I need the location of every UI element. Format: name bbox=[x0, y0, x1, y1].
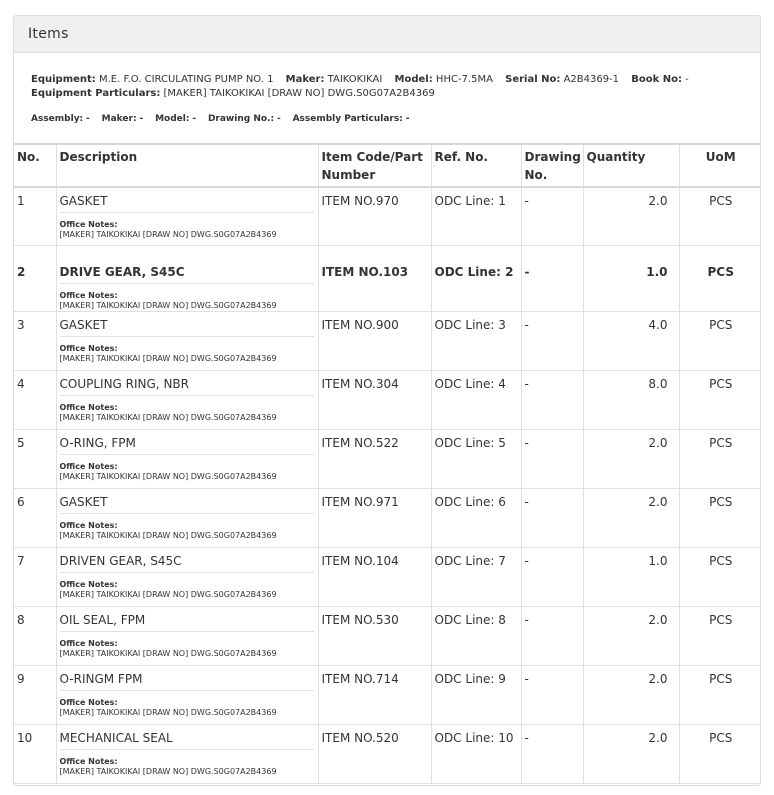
table-row[interactable] bbox=[14, 187, 761, 245]
assembly-model-value: - bbox=[192, 114, 197, 124]
header-item-code: Item Code/Part Number bbox=[318, 144, 431, 187]
row-description: GASKET bbox=[60, 317, 314, 337]
header-uom: UoM bbox=[679, 144, 761, 187]
row-drawing-no: - bbox=[521, 311, 583, 370]
row-item-code: ITEM NO.714 bbox=[318, 665, 431, 724]
row-no: 10 bbox=[14, 724, 56, 783]
row-quantity: 4.0 bbox=[583, 311, 679, 370]
table-row[interactable] bbox=[14, 665, 761, 724]
office-notes-text: [MAKER] TAIKOKIKAI [DRAW NO] DWG.S0G07A2B4369 bbox=[59, 707, 277, 717]
row-description: O-RING, FPM bbox=[60, 435, 314, 455]
row-description-cell bbox=[56, 606, 318, 665]
row-ref-no: ODC Line: 9 bbox=[431, 665, 521, 724]
items-table bbox=[14, 143, 761, 784]
row-description-cell bbox=[56, 665, 318, 724]
office-notes-label: Office Notes: bbox=[59, 579, 118, 589]
header-description: Description bbox=[56, 144, 318, 187]
office-notes-text: [MAKER] TAIKOKIKAI [DRAW NO] DWG.S0G07A2B4369 bbox=[59, 589, 277, 599]
row-drawing-no: - bbox=[521, 245, 583, 311]
office-notes-label: Office Notes: bbox=[59, 220, 118, 229]
equipment-info-row bbox=[31, 73, 760, 87]
row-ref-no: ODC Line: 1 bbox=[431, 187, 521, 245]
assembly-particulars-value: - bbox=[405, 114, 410, 124]
row-description-cell bbox=[56, 429, 318, 488]
header-ref-no: Ref. No. bbox=[431, 144, 521, 187]
row-description: DRIVE GEAR, S45C bbox=[60, 264, 314, 284]
row-quantity: 2.0 bbox=[583, 429, 679, 488]
row-description: GASKET bbox=[60, 193, 314, 213]
header-no: No. bbox=[14, 144, 56, 187]
office-notes-text: [MAKER] TAIKOKIKAI [DRAW NO] DWG.S0G07A2B4369 bbox=[59, 230, 277, 239]
office-notes-label: Office Notes: bbox=[59, 290, 118, 300]
particulars-label: Equipment Particulars: bbox=[31, 88, 161, 99]
row-uom: PCS bbox=[679, 429, 761, 488]
row-drawing-no: - bbox=[521, 187, 583, 245]
row-no: 9 bbox=[14, 665, 56, 724]
row-uom: PCS bbox=[679, 606, 761, 665]
assembly-maker-value: - bbox=[139, 114, 144, 124]
row-quantity: 2.0 bbox=[583, 665, 679, 724]
row-drawing-no: - bbox=[521, 370, 583, 429]
row-ref-no: ODC Line: 8 bbox=[431, 606, 521, 665]
row-ref-no: ODC Line: 10 bbox=[431, 724, 521, 783]
row-description-cell bbox=[56, 724, 318, 783]
row-no: 3 bbox=[14, 311, 56, 370]
row-ref-no: ODC Line: 3 bbox=[431, 311, 521, 370]
row-uom: PCS bbox=[679, 547, 761, 606]
row-item-code: ITEM NO.520 bbox=[318, 724, 431, 783]
row-item-code: ITEM NO.971 bbox=[318, 488, 431, 547]
row-uom: PCS bbox=[679, 488, 761, 547]
row-item-code: ITEM NO.530 bbox=[318, 606, 431, 665]
row-no: 4 bbox=[14, 370, 56, 429]
assembly-label: Assembly: bbox=[31, 114, 84, 124]
serial-label: Serial No: bbox=[505, 74, 561, 85]
row-uom: PCS bbox=[679, 724, 761, 783]
office-notes-label: Office Notes: bbox=[59, 697, 118, 707]
row-quantity: 2.0 bbox=[583, 606, 679, 665]
assembly-model-label: Model: bbox=[155, 114, 190, 124]
row-description: MECHANICAL SEAL bbox=[60, 730, 314, 750]
assembly-maker-label: Maker: bbox=[101, 114, 137, 124]
row-no: 5 bbox=[14, 429, 56, 488]
row-drawing-no: - bbox=[521, 724, 583, 783]
drawing-no-label: Drawing No.: bbox=[207, 114, 275, 124]
table-row[interactable] bbox=[14, 724, 761, 783]
panel-title: Items bbox=[14, 16, 760, 53]
office-notes-label: Office Notes: bbox=[59, 402, 118, 412]
office-notes-text: [MAKER] TAIKOKIKAI [DRAW NO] DWG.S0G07A2B4369 bbox=[59, 530, 277, 540]
header-drawing-no: Drawing No. bbox=[521, 144, 583, 187]
row-quantity: 2.0 bbox=[583, 724, 679, 783]
model-value: HHC-7.5MA bbox=[435, 74, 493, 85]
row-uom: PCS bbox=[679, 311, 761, 370]
table-header-row bbox=[14, 144, 761, 187]
row-quantity: 8.0 bbox=[583, 370, 679, 429]
row-description-cell bbox=[56, 245, 318, 311]
office-notes-label: Office Notes: bbox=[59, 343, 118, 353]
row-drawing-no: - bbox=[521, 547, 583, 606]
table-row[interactable] bbox=[14, 429, 761, 488]
book-label: Book No: bbox=[631, 74, 682, 85]
table-row[interactable] bbox=[14, 370, 761, 429]
row-drawing-no: - bbox=[521, 488, 583, 547]
row-description: COUPLING RING, NBR bbox=[60, 376, 314, 396]
row-description: O-RINGM FPM bbox=[60, 671, 314, 691]
row-no: 8 bbox=[14, 606, 56, 665]
office-notes-text: [MAKER] TAIKOKIKAI [DRAW NO] DWG.S0G07A2B4369 bbox=[59, 648, 277, 658]
model-label: Model: bbox=[394, 74, 433, 85]
equipment-value: M.E. F.O. CIRCULATING PUMP NO. 1 bbox=[98, 74, 274, 85]
row-description-cell bbox=[56, 370, 318, 429]
row-description-cell bbox=[56, 488, 318, 547]
row-description: GASKET bbox=[60, 494, 314, 514]
row-quantity: 1.0 bbox=[583, 547, 679, 606]
row-no: 7 bbox=[14, 547, 56, 606]
row-no: 2 bbox=[14, 245, 56, 311]
office-notes-text: [MAKER] TAIKOKIKAI [DRAW NO] DWG.S0G07A2B4369 bbox=[59, 412, 277, 422]
row-item-code: ITEM NO.304 bbox=[318, 370, 431, 429]
office-notes-text: [MAKER] TAIKOKIKAI [DRAW NO] DWG.S0G07A2B4369 bbox=[59, 766, 277, 776]
table-row[interactable] bbox=[14, 245, 761, 311]
row-no: 6 bbox=[14, 488, 56, 547]
book-value: - bbox=[685, 74, 689, 85]
office-notes-label: Office Notes: bbox=[59, 638, 118, 648]
row-item-code: ITEM NO.900 bbox=[318, 311, 431, 370]
row-ref-no: ODC Line: 5 bbox=[431, 429, 521, 488]
row-drawing-no: - bbox=[521, 665, 583, 724]
particulars-value: [MAKER] TAIKOKIKAI [DRAW NO] DWG.S0G07A2B4369 bbox=[163, 88, 435, 99]
row-item-code: ITEM NO.104 bbox=[318, 547, 431, 606]
row-no: 1 bbox=[14, 187, 56, 245]
row-description-cell bbox=[56, 187, 318, 245]
serial-value: A2B4369-1 bbox=[563, 74, 620, 85]
row-drawing-no: - bbox=[521, 606, 583, 665]
row-quantity: 1.0 bbox=[583, 245, 679, 311]
table-row[interactable] bbox=[14, 547, 761, 606]
row-description: DRIVEN GEAR, S45C bbox=[60, 553, 314, 573]
row-ref-no: ODC Line: 7 bbox=[431, 547, 521, 606]
drawing-no-value: - bbox=[276, 114, 281, 124]
equipment-particulars-row bbox=[31, 87, 760, 101]
row-uom: PCS bbox=[679, 665, 761, 724]
office-notes-text: [MAKER] TAIKOKIKAI [DRAW NO] DWG.S0G07A2B4369 bbox=[59, 353, 277, 363]
row-quantity: 2.0 bbox=[583, 187, 679, 245]
row-drawing-no: - bbox=[521, 429, 583, 488]
row-description-cell bbox=[56, 311, 318, 370]
table-row[interactable] bbox=[14, 488, 761, 547]
row-ref-no: ODC Line: 6 bbox=[431, 488, 521, 547]
row-item-code: ITEM NO.103 bbox=[318, 245, 431, 311]
row-item-code: ITEM NO.522 bbox=[318, 429, 431, 488]
office-notes-text: [MAKER] TAIKOKIKAI [DRAW NO] DWG.S0G07A2B4369 bbox=[59, 300, 277, 310]
items-panel bbox=[13, 15, 761, 786]
equipment-label: Equipment: bbox=[31, 74, 96, 85]
header-quantity: Quantity bbox=[583, 144, 679, 187]
office-notes-label: Office Notes: bbox=[59, 461, 118, 471]
assembly-value: - bbox=[86, 114, 90, 124]
row-item-code: ITEM NO.970 bbox=[318, 187, 431, 245]
row-ref-no: ODC Line: 4 bbox=[431, 370, 521, 429]
row-ref-no: ODC Line: 2 bbox=[431, 245, 521, 311]
row-uom: PCS bbox=[679, 245, 761, 311]
assembly-particulars-label: Assembly Particulars: bbox=[292, 114, 403, 124]
row-uom: PCS bbox=[679, 370, 761, 429]
maker-label: Maker: bbox=[285, 74, 325, 85]
row-description-cell bbox=[56, 547, 318, 606]
assembly-info-row bbox=[31, 112, 760, 126]
office-notes-text: [MAKER] TAIKOKIKAI [DRAW NO] DWG.S0G07A2B4369 bbox=[59, 471, 277, 481]
table-row[interactable] bbox=[14, 311, 761, 370]
row-description: OIL SEAL, FPM bbox=[60, 612, 314, 632]
office-notes-label: Office Notes: bbox=[59, 756, 118, 766]
row-quantity: 2.0 bbox=[583, 488, 679, 547]
office-notes-label: Office Notes: bbox=[59, 520, 118, 530]
maker-value: TAIKOKIKAI bbox=[327, 74, 383, 85]
table-row[interactable] bbox=[14, 606, 761, 665]
row-uom: PCS bbox=[679, 187, 761, 245]
equipment-info bbox=[14, 53, 760, 126]
